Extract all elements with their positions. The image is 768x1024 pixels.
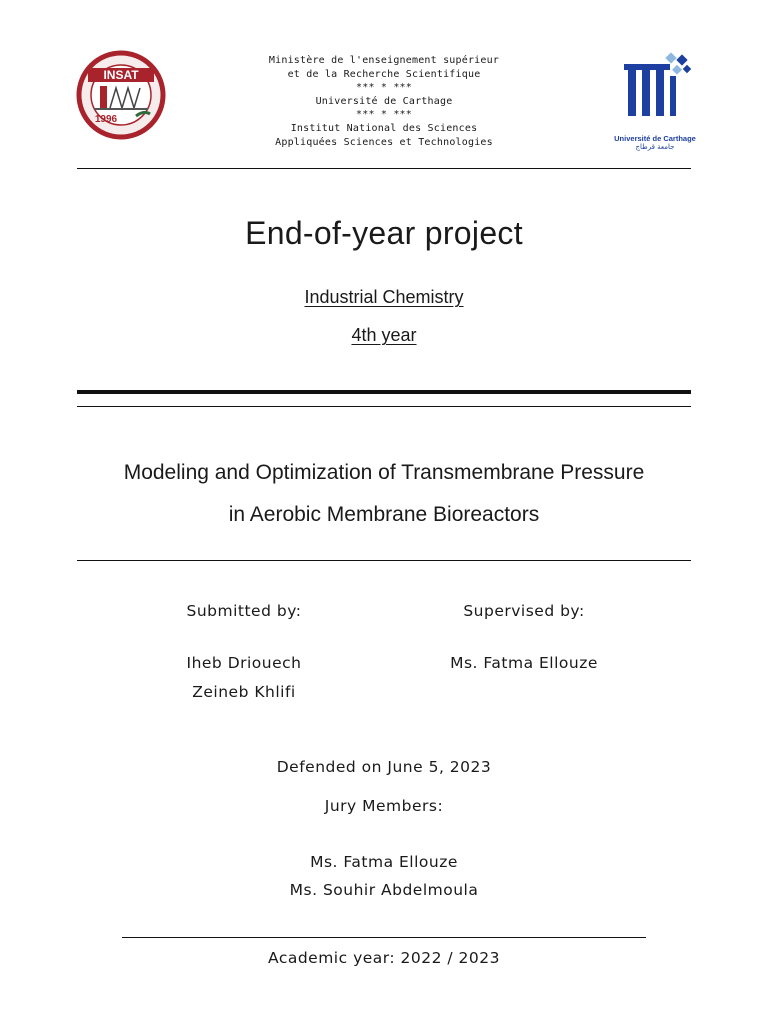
project-title bbox=[40, 452, 728, 536]
submitted-by-label: Submitted by: bbox=[186, 602, 302, 620]
ministry-line-2: et de la Recherche Scientifique bbox=[287, 68, 481, 80]
insat-year: 1996 bbox=[94, 114, 118, 125]
insat-logo bbox=[76, 48, 166, 142]
insat-logo-text: INSAT bbox=[103, 68, 139, 82]
header-divider bbox=[77, 168, 691, 169]
jury-label: Jury Members: bbox=[324, 797, 444, 815]
institute-line-2: Appliquées Sciences et Technologies bbox=[275, 136, 493, 148]
thin-divider bbox=[77, 406, 691, 407]
supervisor-name: Ms. Fatma Ellouze bbox=[450, 654, 598, 672]
university-line: Université de Carthage bbox=[315, 95, 453, 107]
department: Industrial Chemistry bbox=[304, 287, 464, 307]
footer-divider bbox=[122, 937, 646, 938]
project-title-line-1: Modeling and Optimization of Transmembrane Pressure bbox=[123, 461, 645, 484]
supervised-by-label: Supervised by: bbox=[463, 602, 585, 620]
jury-member: Ms. Souhir Abdelmoula bbox=[289, 881, 479, 899]
carthage-caption: Université de Carthage bbox=[614, 134, 696, 143]
year-level-line bbox=[0, 325, 768, 346]
separator-1: *** * *** bbox=[356, 82, 412, 94]
ministry-line-1: Ministère de l'enseignement supérieur bbox=[268, 55, 500, 66]
document-title: End-of-year project bbox=[245, 215, 523, 251]
jury-member: Ms. Fatma Ellouze bbox=[310, 853, 458, 871]
separator-2: *** * *** bbox=[356, 109, 412, 121]
defense-date: Defended on June 5, 2023 bbox=[276, 758, 492, 776]
project-title-divider bbox=[77, 560, 691, 561]
institution-header bbox=[200, 54, 568, 149]
thick-divider bbox=[77, 390, 691, 394]
project-title-line-2: in Aerobic Membrane Bioreactors bbox=[228, 503, 540, 526]
carthage-logo bbox=[612, 50, 698, 151]
year-level: 4th year bbox=[351, 325, 417, 345]
student-name: Iheb Driouech bbox=[186, 654, 302, 672]
department-line bbox=[0, 287, 768, 308]
carthage-caption-arabic: جامعة قرطاج bbox=[635, 143, 675, 151]
student-name: Zeineb Khlifi bbox=[192, 683, 296, 701]
submitted-by-block bbox=[94, 602, 394, 707]
supervised-by-block bbox=[374, 602, 674, 678]
academic-year: Academic year: 2022 / 2023 bbox=[267, 949, 500, 967]
institute-line-1: Institut National des Sciences bbox=[290, 122, 478, 134]
